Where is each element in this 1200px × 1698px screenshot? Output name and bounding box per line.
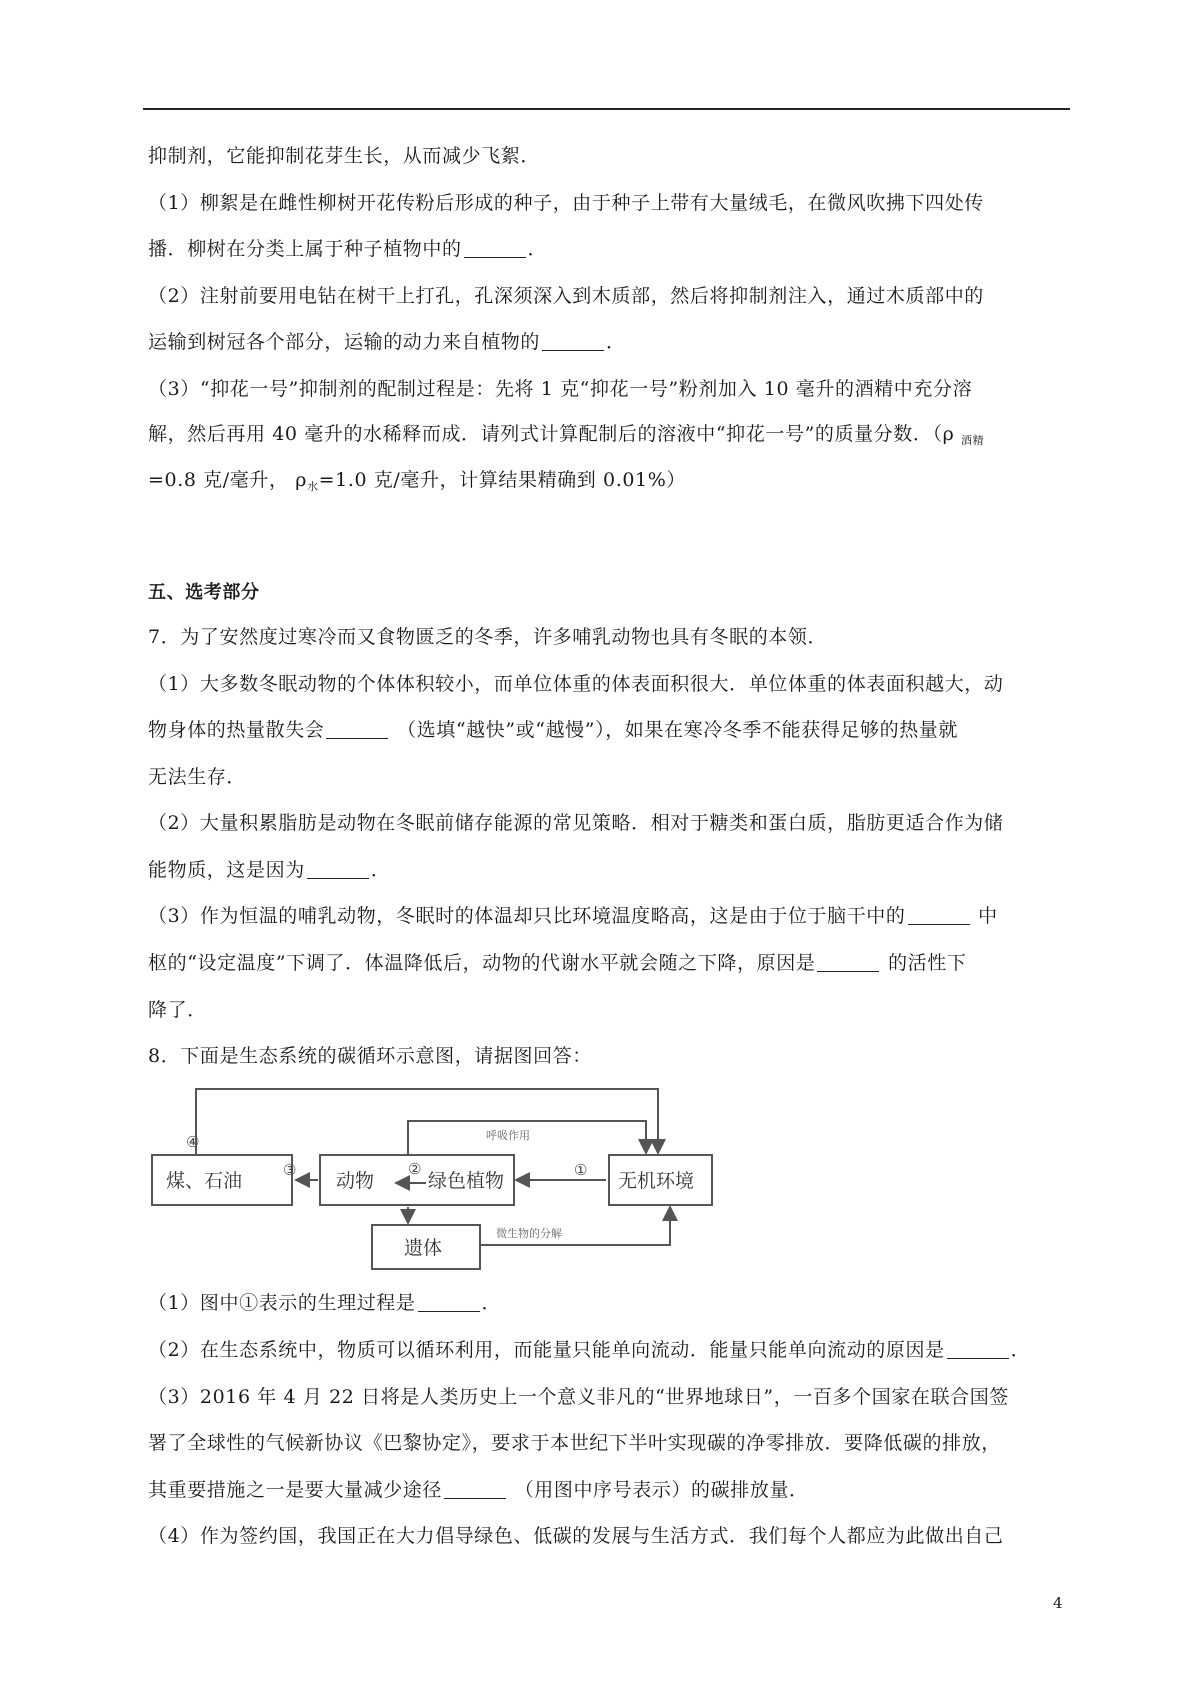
text-line: 抑制剂，它能抑制花芽生长，从而减少飞絮． (148, 145, 541, 167)
marker-2: ② (408, 1160, 422, 1178)
text-line: 降了． (148, 999, 207, 1021)
answer-blank[interactable] (418, 1293, 480, 1312)
question-7: 7．为了安然度过寒冷而又食物匮乏的冬季，许多哺乳动物也具有冬眠的本领． (148, 626, 828, 648)
label-remains: 遗体 (404, 1237, 443, 1259)
page-number: 4 (1053, 1594, 1063, 1612)
text-line: 播．柳树在分类上属于种子植物中的 ． (148, 238, 548, 260)
answer-blank[interactable] (326, 720, 388, 739)
answer-blank[interactable] (464, 239, 526, 258)
text-line: （3）作为恒温的哺乳动物，冬眠时的体温却只比环境温度略高，这是由于位于脑干中的 中 (148, 905, 998, 927)
text-line: 无法生存． (148, 766, 247, 788)
answer-blank[interactable] (947, 1340, 1009, 1359)
answer-blank[interactable] (444, 1480, 506, 1499)
answer-blank[interactable] (817, 953, 879, 972)
text-line: （3）2016 年 4 月 22 日将是人类历史上一个意义非凡的“世界地球日”，一百多个国家在联合国签 (148, 1386, 1009, 1408)
text-line: （1）柳絮是在雌性柳树开花传粉后形成的种子，由于种子上带有大量绒毛，在微风吹拂下四处传 (148, 192, 984, 214)
answer-blank[interactable] (307, 860, 369, 879)
text-line: （1）大多数冬眠动物的个体体积较小，而单位体重的体表面积很大．单位体重的体表面积越大，动 (148, 673, 1004, 695)
label-green-plant: 绿色植物 (428, 1170, 505, 1192)
marker-3: ③ (283, 1161, 297, 1179)
section-heading: 五、选考部分 (148, 582, 260, 603)
label-inorganic: 无机环境 (618, 1170, 695, 1192)
label-animal: 动物 (336, 1170, 375, 1192)
text-line: （2）注射前要用电钻在树干上打孔，孔深须深入到木质部，然后将抑制剂注入，通过木质部中的 (148, 285, 984, 307)
label-respiration: 呼吸作用 (486, 1129, 530, 1142)
text-line: 其重要措施之一是要大量减少途径 （用图中序号表示）的碳排放量． (148, 1479, 809, 1501)
label-decomposition: 微生物的分解 (496, 1227, 562, 1240)
text-line: 物身体的热量散失会 （选填“越快”或“越慢”），如果在寒冷冬季不能获得足够的热量就 (148, 719, 959, 741)
text-line: =0.8 克/毫升， $\rho_水=1.0$ 克/毫升，计算结果精确到 0.01%） (148, 469, 686, 493)
question-8: 8．下面是生态系统的碳循环示意图，请据图回答： (148, 1045, 592, 1067)
marker-1: ① (574, 1161, 588, 1179)
text-line: （2）大量积累脂肪是动物在冬眠前储存能源的常见策略．相对于糖类和蛋白质，脂肪更适合作为储 (148, 812, 1004, 834)
text-line: （1）图中①表示的生理过程是 ． (148, 1292, 502, 1314)
text-line: 运输到树冠各个部分，运输的动力来自植物的 ． (148, 331, 626, 353)
text-line: （3）“抑花一号”抑制剂的配制过程是：先将 1 克“抑花一号”粉剂加入 10 毫升的酒精中充分溶 (148, 378, 973, 400)
text-line: 解，然后再用 40 毫升的水稀释而成．请列式计算配制后的溶液中“抑花一号”的质量分数．（ρ $_{酒精}$ (148, 423, 985, 447)
answer-blank[interactable] (908, 906, 970, 925)
text-line: 能物质，这是因为 ． (148, 859, 391, 881)
carbon-cycle-diagram (146, 1083, 716, 1273)
text-line: （4）作为签约国，我国正在大力倡导绿色、低碳的发展与生活方式．我们每个人都应为此做出自己 (148, 1525, 1004, 1547)
text-line: 署了全球性的气候新协议《巴黎协定》，要求于本世纪下半叶实现碳的净零排放．要降低碳的排放， (148, 1432, 1001, 1454)
label-coal-oil: 煤、石油 (166, 1170, 243, 1192)
marker-4: ④ (186, 1133, 200, 1151)
text-line: （2）在生态系统中，物质可以循环利用，而能量只能单向流动．能量只能单向流动的原因是 ． (148, 1339, 1031, 1361)
text-line: 枢的“设定温度”下调了．体温降低后，动物的代谢水平就会随之下降，原因是 的活性下 (148, 952, 967, 974)
header-rule (143, 108, 1070, 110)
answer-blank[interactable] (542, 332, 604, 351)
